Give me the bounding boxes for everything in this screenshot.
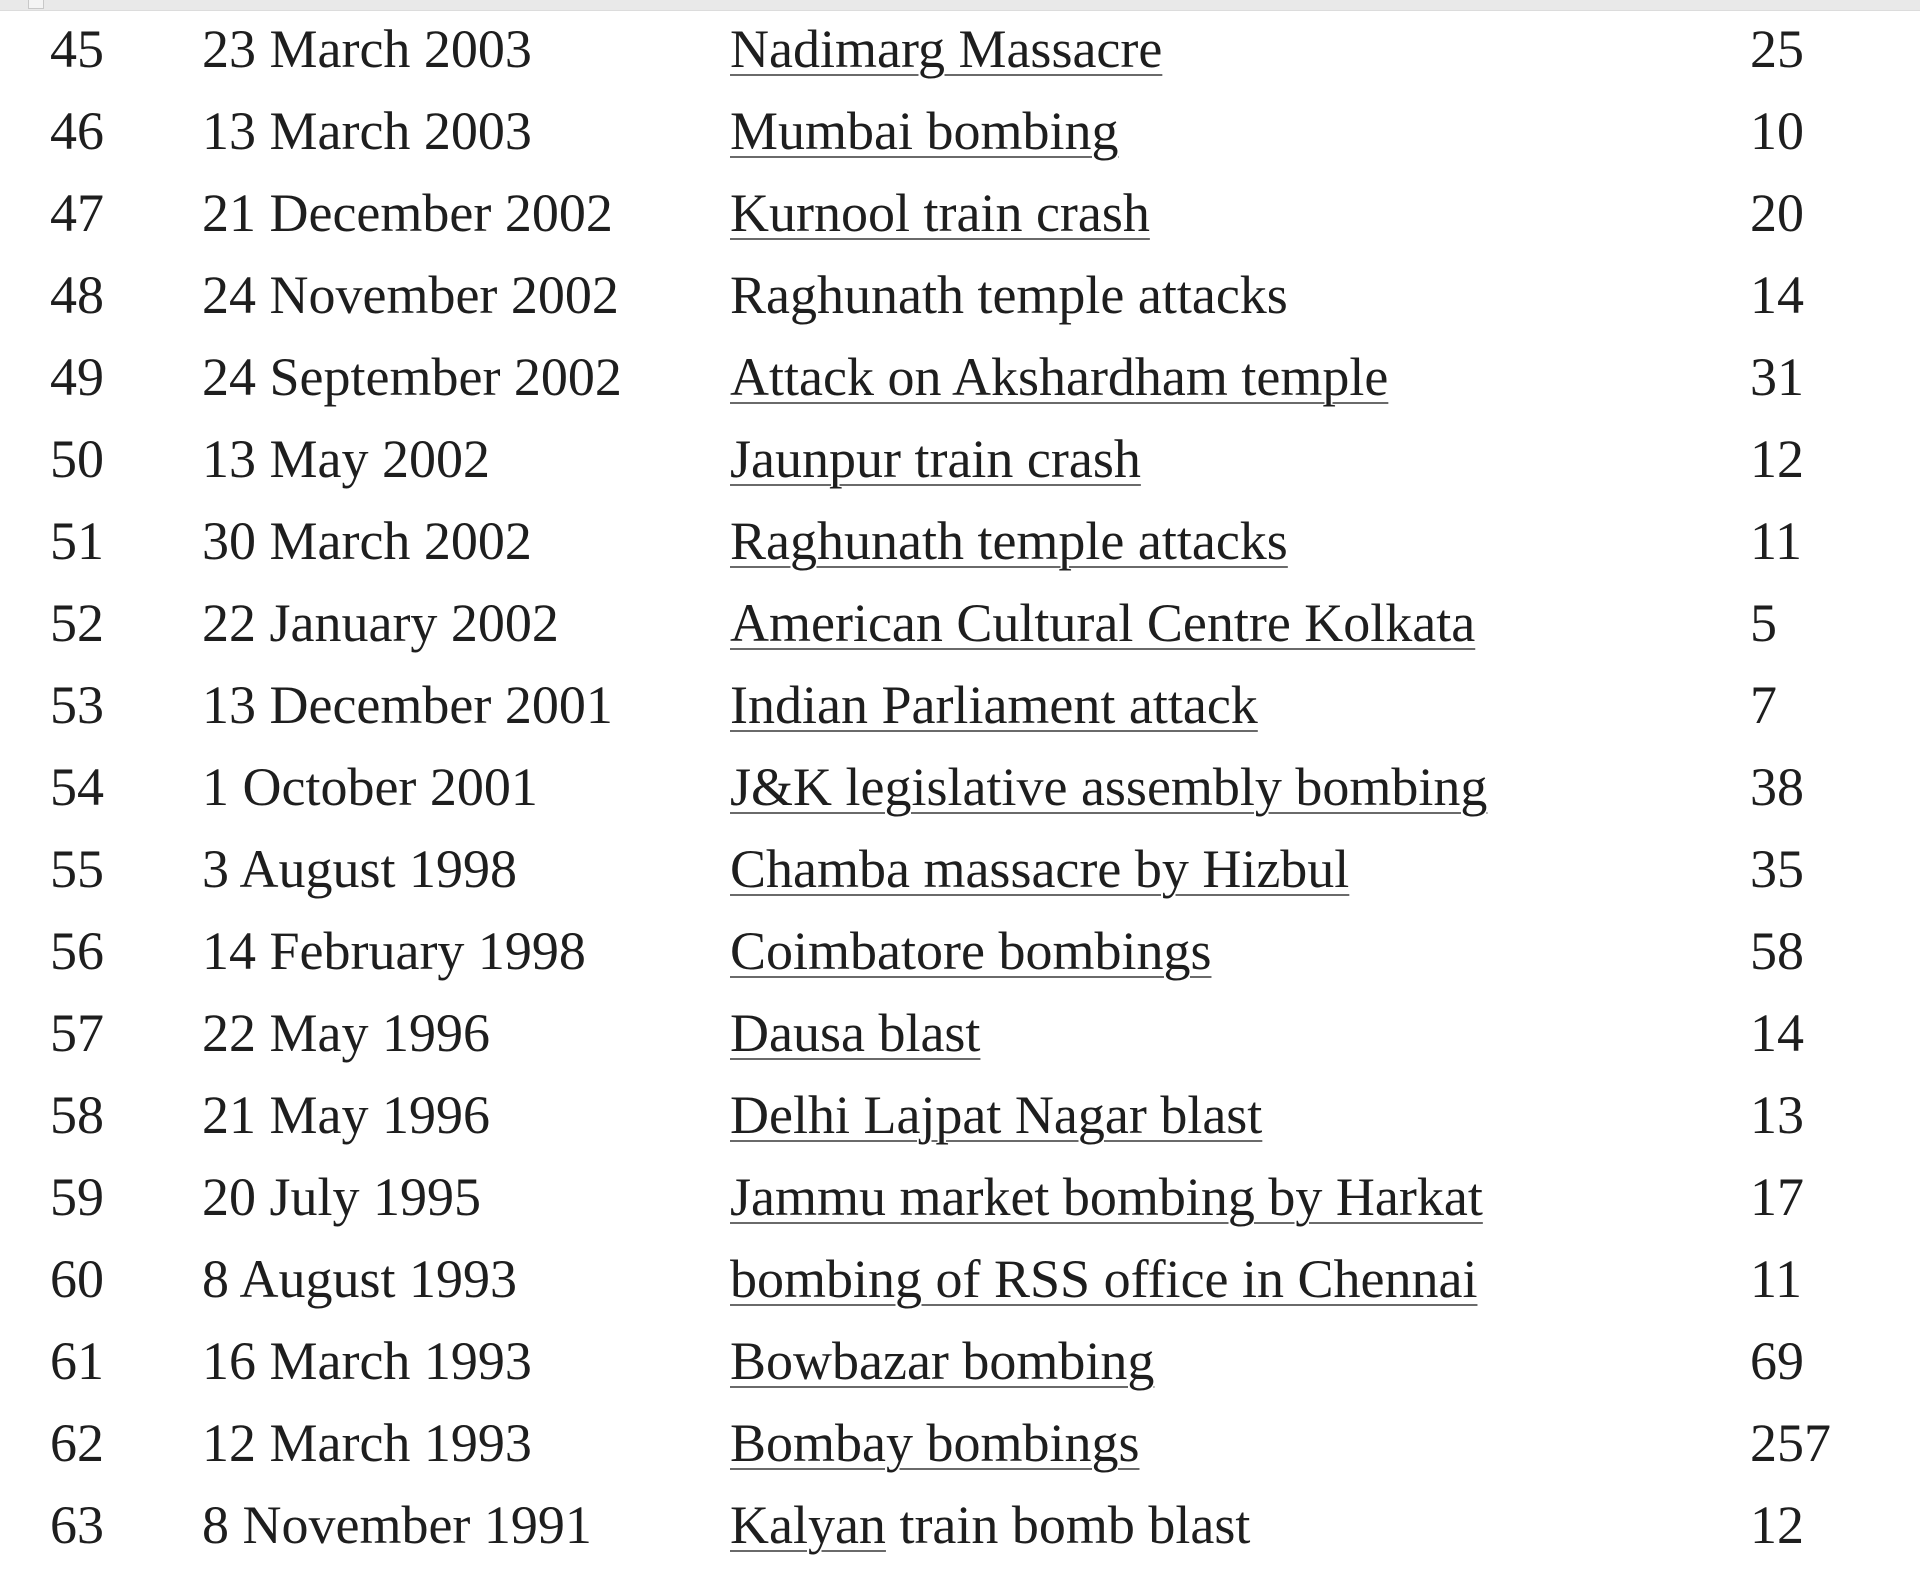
row-killed: 58: [1750, 921, 1804, 981]
row-number: 59: [50, 1167, 104, 1227]
row-event-cell: [730, 1238, 1750, 1320]
row-killed: 25: [1750, 19, 1804, 79]
event-link[interactable]: American Cultural Centre Kolkata: [730, 593, 1476, 653]
table-row: [0, 90, 1920, 172]
row-event-cell: [730, 336, 1750, 418]
table-row: [0, 1238, 1920, 1320]
row-event-cell: [730, 1320, 1750, 1402]
event-link[interactable]: Kalyan: [730, 1495, 886, 1555]
row-number: 57: [50, 1003, 104, 1063]
event-link[interactable]: Bowbazar bombing: [730, 1331, 1155, 1391]
row-killed: 12: [1750, 1495, 1804, 1555]
row-number: 62: [50, 1413, 104, 1473]
event-text: train bomb blast: [885, 1495, 1251, 1555]
event-link[interactable]: Nadimarg Massacre: [730, 19, 1163, 79]
table-row: [0, 1320, 1920, 1402]
row-event-cell: [730, 254, 1750, 336]
row-date: 3 August 1998: [202, 839, 518, 899]
table-body: [0, 8, 1920, 1566]
row-number: 47: [50, 183, 104, 243]
row-event-cell: [730, 828, 1750, 910]
event-link[interactable]: Indian Parliament attack: [730, 675, 1258, 735]
row-event-cell: [730, 1074, 1750, 1156]
row-killed: 13: [1750, 1085, 1804, 1145]
table-row: [0, 254, 1920, 336]
incidents-table: [0, 8, 1920, 1566]
table-row: [0, 500, 1920, 582]
row-killed: 14: [1750, 1003, 1804, 1063]
row-number: 63: [50, 1495, 104, 1555]
row-number: 51: [50, 511, 104, 571]
row-date: 20 July 1995: [202, 1167, 482, 1227]
event-link[interactable]: J&K legislative assembly bombing: [730, 757, 1488, 817]
row-number: 61: [50, 1331, 104, 1391]
row-date: 22 May 1996: [202, 1003, 490, 1063]
row-event-cell: [730, 582, 1750, 664]
row-date: 12 March 1993: [202, 1413, 532, 1473]
event-link[interactable]: Bombay bombings: [730, 1413, 1140, 1473]
row-event-cell: [730, 1156, 1750, 1238]
row-date: 13 March 2003: [202, 101, 532, 161]
row-event-cell: [730, 1402, 1750, 1484]
row-killed: 5: [1750, 593, 1777, 653]
row-killed: 38: [1750, 757, 1804, 817]
row-number: 45: [50, 19, 104, 79]
row-date: 8 August 1993: [202, 1249, 518, 1309]
event-link[interactable]: Chamba massacre by Hizbul: [730, 839, 1350, 899]
row-number: 60: [50, 1249, 104, 1309]
row-date: 1 October 2001: [202, 757, 538, 817]
table-row: [0, 992, 1920, 1074]
row-date: 13 December 2001: [202, 675, 613, 735]
row-number: 54: [50, 757, 104, 817]
row-number: 58: [50, 1085, 104, 1145]
table-row: [0, 664, 1920, 746]
event-link[interactable]: Jaunpur train crash: [730, 429, 1141, 489]
row-date: 21 December 2002: [202, 183, 613, 243]
event-text: Raghunath temple attacks: [730, 265, 1288, 325]
row-number: 52: [50, 593, 104, 653]
row-killed: 20: [1750, 183, 1804, 243]
row-date: 30 March 2002: [202, 511, 532, 571]
row-killed: 11: [1750, 511, 1802, 571]
row-event-cell: [730, 992, 1750, 1074]
row-number: 55: [50, 839, 104, 899]
row-number: 46: [50, 101, 104, 161]
row-date: 23 March 2003: [202, 19, 532, 79]
table-row: [0, 1074, 1920, 1156]
row-killed: 17: [1750, 1167, 1804, 1227]
row-date: 13 May 2002: [202, 429, 490, 489]
row-event-cell: [730, 8, 1750, 90]
row-event-cell: [730, 418, 1750, 500]
table-row: [0, 1402, 1920, 1484]
row-number: 49: [50, 347, 104, 407]
event-link[interactable]: bombing of RSS office in Chennai: [730, 1249, 1478, 1309]
table-row: [0, 746, 1920, 828]
row-date: 24 September 2002: [202, 347, 622, 407]
row-event-cell: [730, 746, 1750, 828]
event-link[interactable]: Kurnool train crash: [730, 183, 1150, 243]
table-row: [0, 418, 1920, 500]
table-row: [0, 8, 1920, 90]
row-killed: 11: [1750, 1249, 1802, 1309]
row-event-cell: [730, 172, 1750, 254]
event-link[interactable]: Coimbatore bombings: [730, 921, 1212, 981]
row-event-cell: [730, 664, 1750, 746]
event-link[interactable]: Jammu market bombing by Harkat: [730, 1167, 1483, 1227]
row-event-cell: [730, 500, 1750, 582]
table-row: [0, 336, 1920, 418]
row-date: 14 February 1998: [202, 921, 586, 981]
table-row: [0, 172, 1920, 254]
event-link[interactable]: Attack on Akshardham temple: [730, 347, 1389, 407]
row-event-cell: [730, 1484, 1750, 1566]
row-killed: 7: [1750, 675, 1777, 735]
row-date: 21 May 1996: [202, 1085, 490, 1145]
table-row: [0, 828, 1920, 910]
row-killed: 12: [1750, 429, 1804, 489]
event-link[interactable]: Delhi Lajpat Nagar blast: [730, 1085, 1263, 1145]
row-number: 53: [50, 675, 104, 735]
event-link[interactable]: Mumbai bombing: [730, 101, 1119, 161]
table-row: [0, 582, 1920, 664]
row-number: 50: [50, 429, 104, 489]
table-row: [0, 1156, 1920, 1238]
row-killed: 31: [1750, 347, 1804, 407]
row-killed: 69: [1750, 1331, 1804, 1391]
row-number: 56: [50, 921, 104, 981]
event-link[interactable]: Raghunath temple attacks: [730, 511, 1288, 571]
table-row: [0, 910, 1920, 992]
row-date: 16 March 1993: [202, 1331, 532, 1391]
row-event-cell: [730, 910, 1750, 992]
event-link[interactable]: Dausa blast: [730, 1003, 981, 1063]
table-row: [0, 1484, 1920, 1566]
row-date: 24 November 2002: [202, 265, 619, 325]
row-killed: 257: [1750, 1413, 1831, 1473]
row-date: 8 November 1991: [202, 1495, 592, 1555]
row-killed: 14: [1750, 265, 1804, 325]
row-event-cell: [730, 90, 1750, 172]
row-date: 22 January 2002: [202, 593, 559, 653]
row-killed: 35: [1750, 839, 1804, 899]
row-number: 48: [50, 265, 104, 325]
row-killed: 10: [1750, 101, 1804, 161]
